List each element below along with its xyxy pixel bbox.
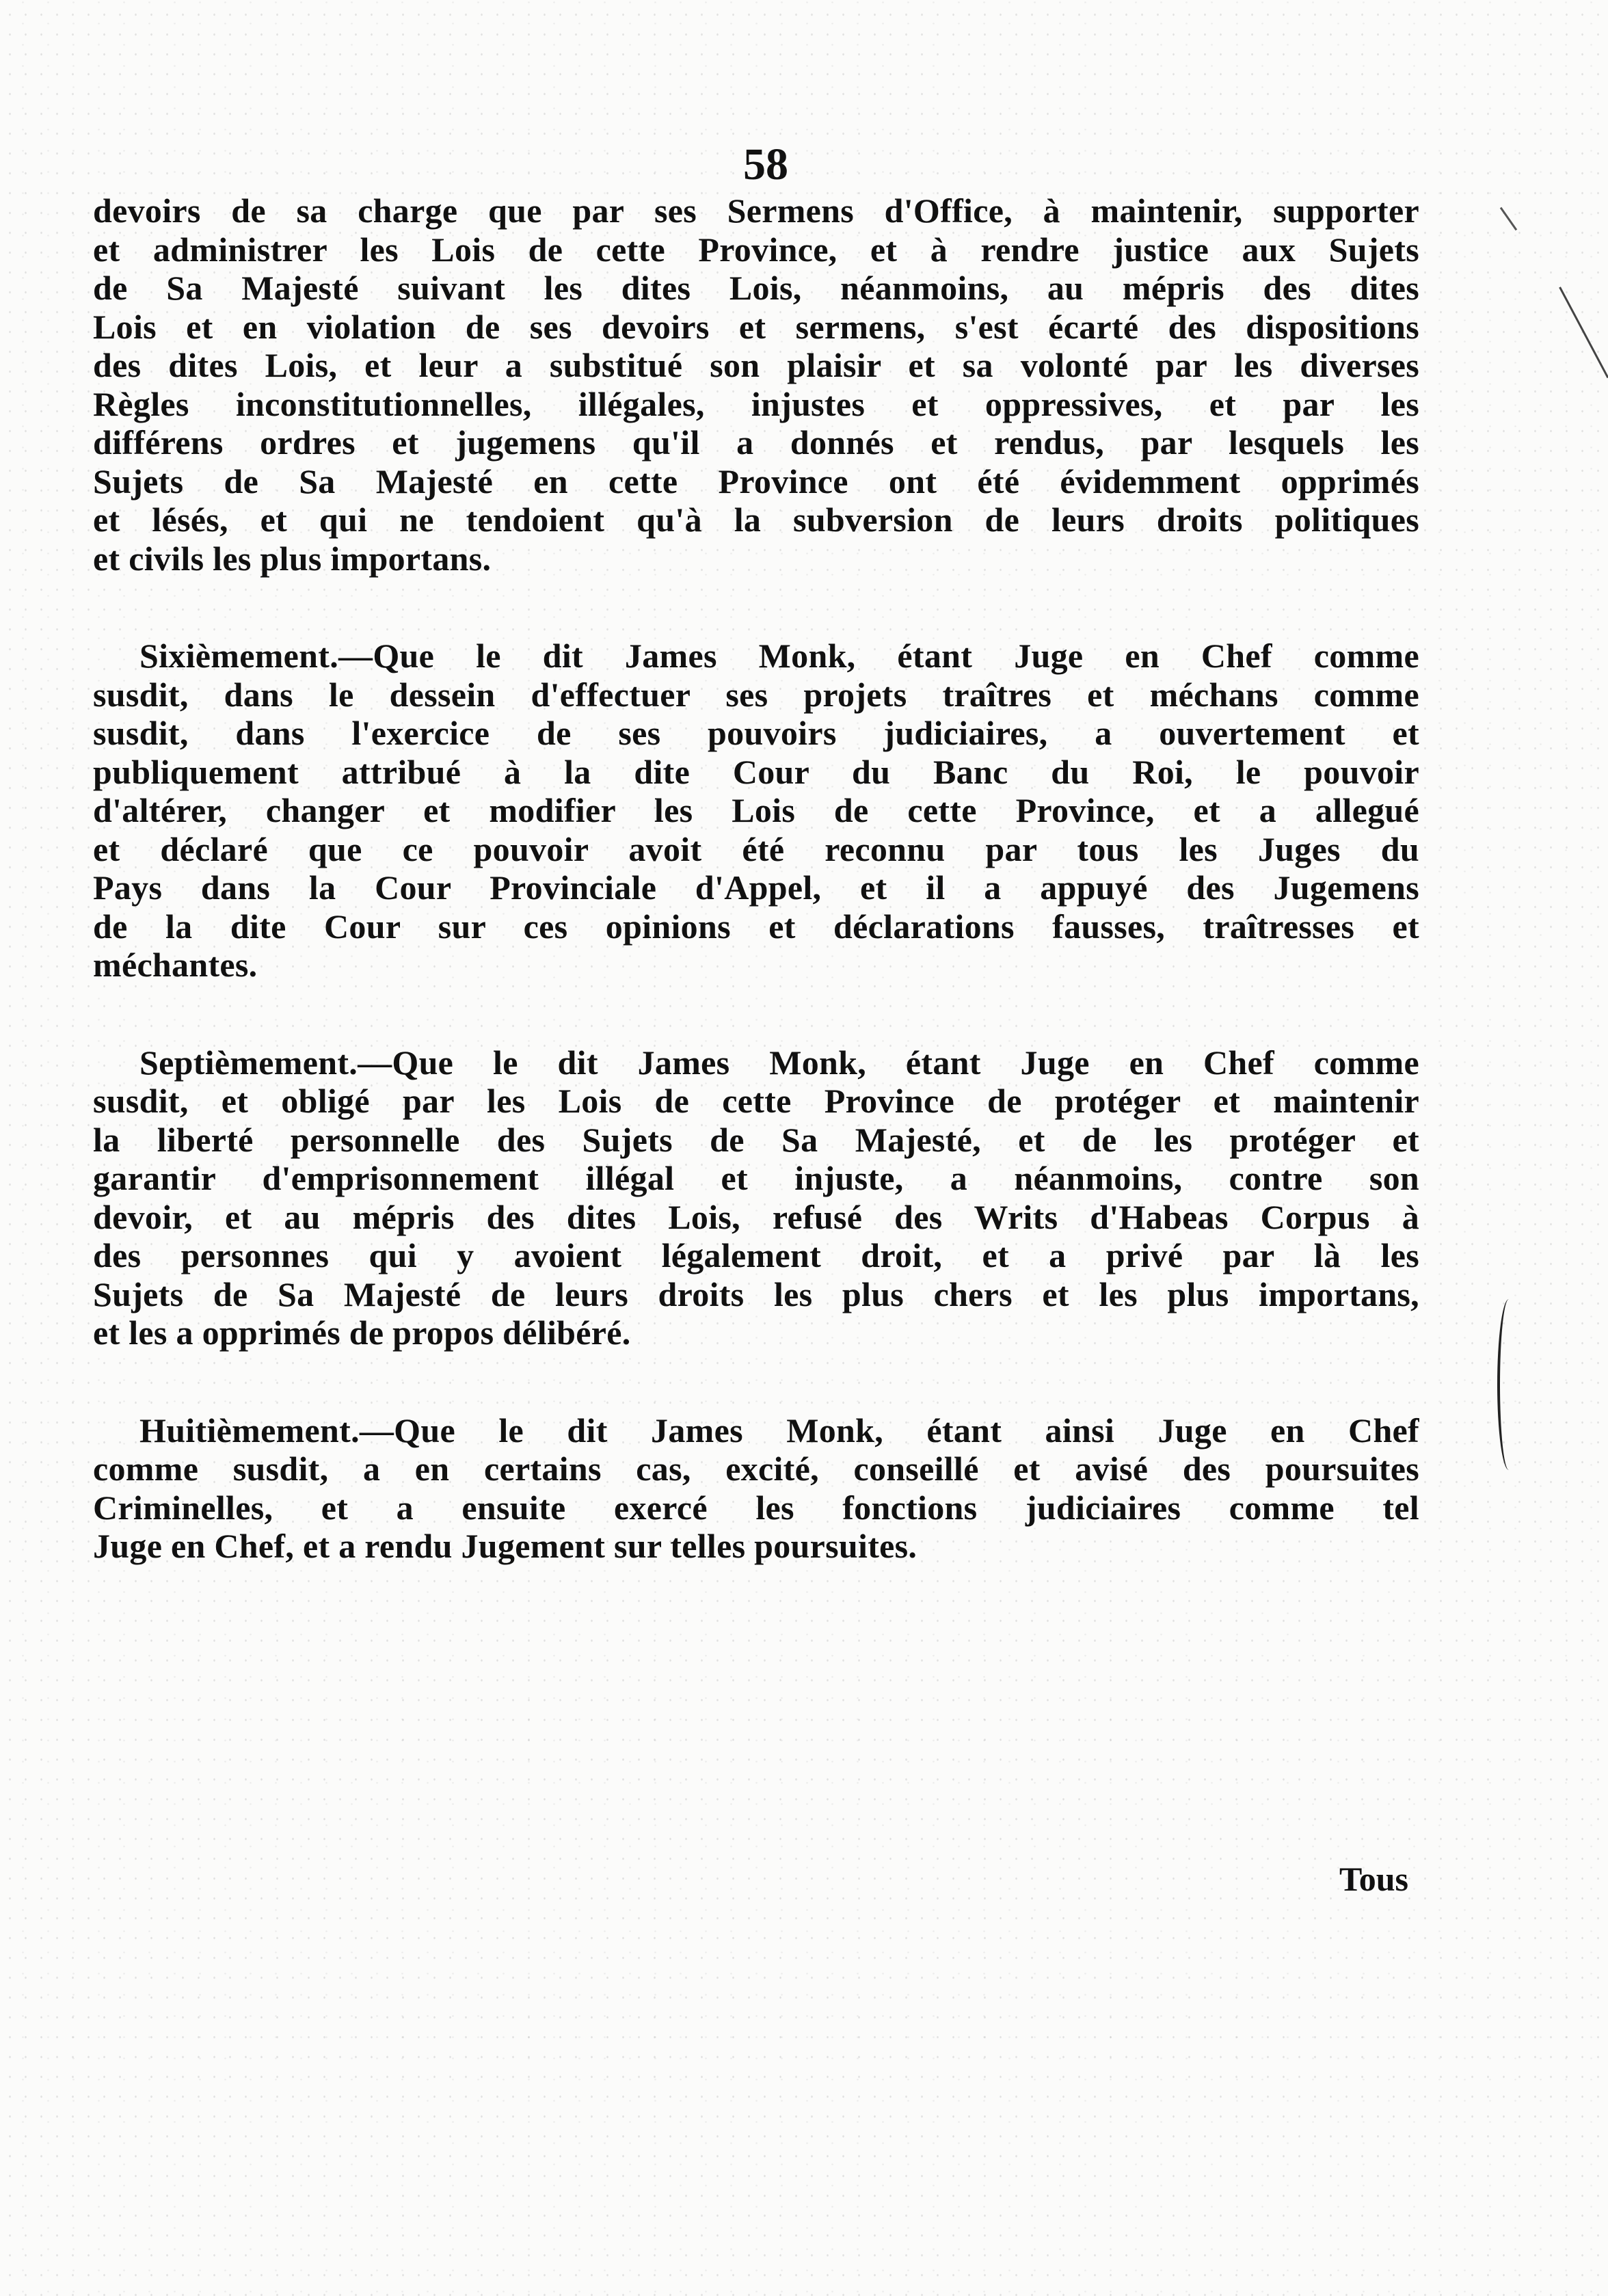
text-line: des personnes qui y avoient légalement droit, et a privé par là les bbox=[93, 1236, 1419, 1274]
text-line: publiquement attribué à la dite Cour du Banc du Roi, le pouvoir bbox=[93, 752, 1419, 791]
text-line: Lois et en violation de ses devoirs et sermens, s'est écarté des dispositions bbox=[93, 307, 1419, 346]
text-line: et déclaré que ce pouvoir avoit été reconnu par tous les Juges du bbox=[93, 829, 1419, 868]
text-line: Criminelles, et a ensuite exercé les fonctions judiciaires comme tel bbox=[93, 1488, 1419, 1527]
body-text bbox=[93, 191, 1419, 1566]
text-line: et administrer les Lois de cette Province, et à rendre justice aux Sujets bbox=[93, 230, 1419, 269]
text-line: comme susdit, a en certains cas, excité, conseillé et avisé des poursuites bbox=[93, 1450, 1419, 1488]
text-line: la liberté personnelle des Sujets de Sa Majesté, et de les protéger et bbox=[93, 1120, 1419, 1159]
text-line: Huitièmement.—Que le dit James Monk, étant ainsi Juge en Chef bbox=[139, 1411, 1419, 1450]
text-line: susdit, dans le dessein d'effectuer ses projets traîtres et méchans comme bbox=[93, 675, 1419, 714]
text-line: et les a opprimés de propos délibéré. bbox=[93, 1313, 631, 1352]
text-line: susdit, dans l'exercice de ses pouvoirs judiciaires, a ouvertement et bbox=[93, 714, 1419, 752]
paragraph-sixiemement bbox=[93, 637, 1419, 985]
margin-tick-mark bbox=[1500, 207, 1517, 230]
margin-pen-mark bbox=[1497, 1299, 1520, 1470]
text-line: et civils les plus importans. bbox=[93, 539, 492, 578]
text-line: de Sa Majesté suivant les dites Lois, néanmoins, au mépris des dites bbox=[93, 269, 1419, 307]
text-line: devoir, et au mépris des dites Lois, refusé des Writs d'Habeas Corpus à bbox=[93, 1197, 1419, 1236]
text-line: susdit, et obligé par les Lois de cette Province de protéger et maintenir bbox=[93, 1082, 1419, 1120]
text-line: Sixièmement.—Que le dit James Monk, étant Juge en Chef comme bbox=[139, 637, 1419, 675]
text-line: Sujets de Sa Majesté en cette Province ont été évidemment opprimés bbox=[93, 462, 1419, 500]
text-line: Juge en Chef, et a rendu Jugement sur telles poursuites. bbox=[93, 1527, 917, 1565]
text-line: Septièmement.—Que le dit James Monk, étant Juge en Chef comme bbox=[139, 1043, 1419, 1082]
margin-pen-stroke bbox=[1559, 286, 1608, 378]
paragraph-continuation bbox=[93, 191, 1419, 578]
paragraph-septiemement bbox=[93, 1043, 1419, 1352]
paragraph-huitiemement bbox=[93, 1411, 1419, 1566]
text-line: Règles inconstitutionnelles, illégales, injustes et oppressives, et par les bbox=[93, 384, 1419, 423]
text-line: garantir d'emprisonnement illégal et injuste, a néanmoins, contre son bbox=[93, 1159, 1419, 1197]
text-line: méchantes. bbox=[93, 946, 258, 984]
text-line: Sujets de Sa Majesté de leurs droits les plus chers et les plus importans, bbox=[93, 1274, 1419, 1313]
text-line: de la dite Cour sur ces opinions et déclarations fausses, traîtresses et bbox=[93, 907, 1419, 946]
text-line: différens ordres et jugemens qu'il a donnés et rendus, par lesquels les bbox=[93, 423, 1419, 462]
text-line: et lésés, et qui ne tendoient qu'à la subversion de leurs droits politiques bbox=[93, 500, 1419, 539]
text-line: devoirs de sa charge que par ses Sermens d'Office, à maintenir, supporter bbox=[93, 191, 1419, 230]
page-number: 58 bbox=[743, 139, 788, 189]
catchword: Tous bbox=[1339, 1860, 1408, 1898]
text-line: Pays dans la Cour Provinciale d'Appel, et il a appuyé des Jugemens bbox=[93, 868, 1419, 907]
text-line: des dites Lois, et leur a substitué son plaisir et sa volonté par les diverses bbox=[93, 346, 1419, 384]
text-line: d'altérer, changer et modifier les Lois de cette Province, et a allegué bbox=[93, 791, 1419, 829]
